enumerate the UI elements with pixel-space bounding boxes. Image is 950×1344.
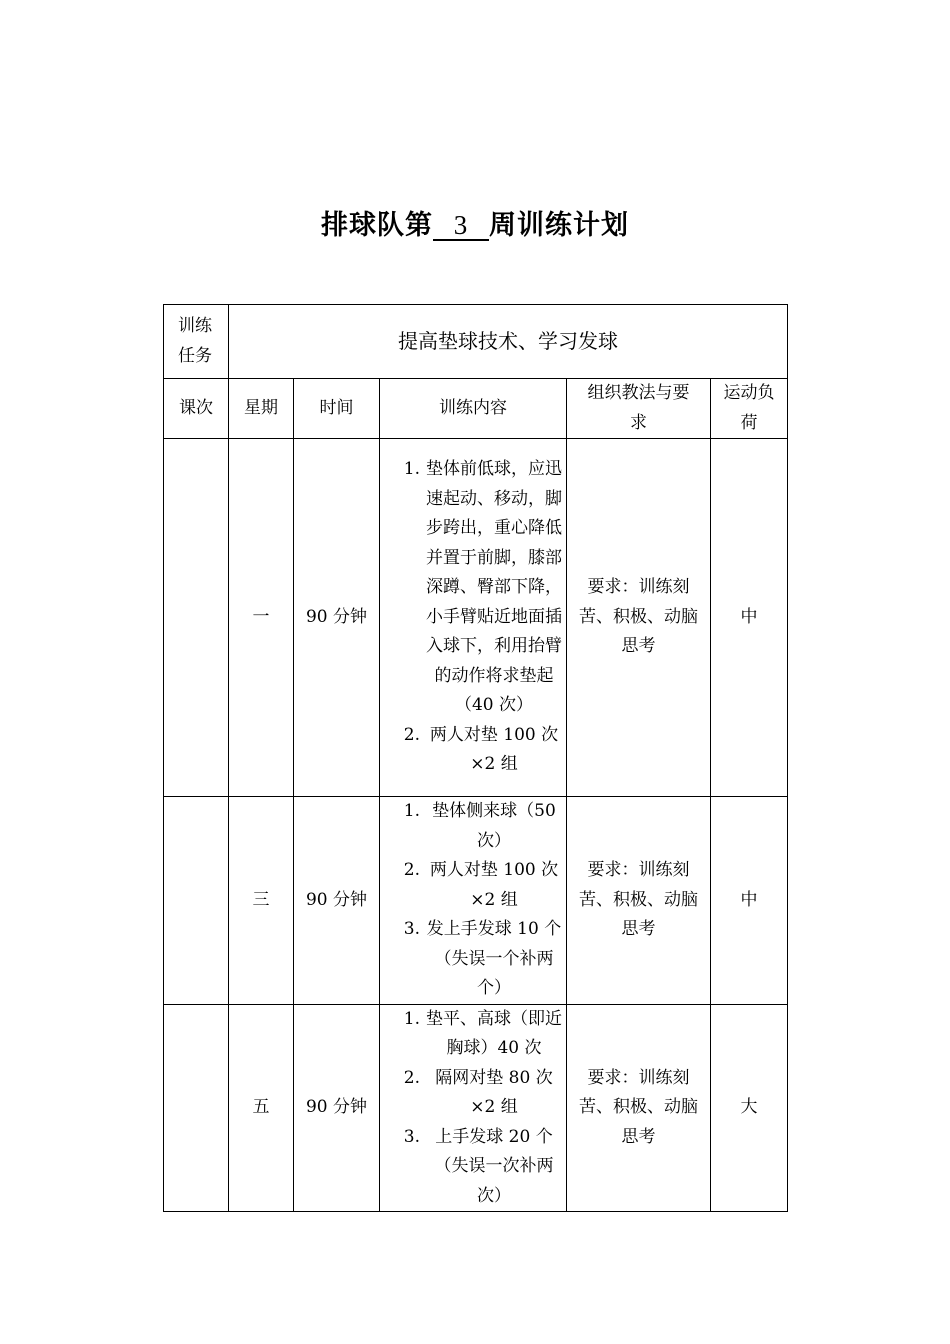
method-cell: 要求：训练刻苦、积极、动脑思考 — [567, 797, 711, 1005]
list-item: 1. 垫平、高球（即近胸球）40 次 — [403, 1008, 562, 1058]
page-title — [0, 203, 950, 242]
load-cell: 中 — [711, 439, 788, 797]
list-item: 3. 上手发球 20 个（失误一次补两次） — [403, 1126, 554, 1206]
header-content: 训练内容 — [380, 379, 567, 439]
list-item: 3. 发上手发球 10 个（失误一个补两个） — [403, 919, 562, 998]
list-item: 1. 垫体前低球，应迅速起动、移动，脚步跨出，重心降低并置于前脚，膝部深蹲、臀部下降，小手臂贴近地面插入球下，利用抬臂的动作将求垫起（40 次） — [403, 459, 562, 716]
header-row — [164, 379, 788, 439]
method-cell: 要求：训练刻苦、积极、动脑思考 — [567, 1004, 711, 1212]
list-item: 2. 隔网对垫 80 次×2 组 — [403, 1067, 553, 1117]
week-number: 3 — [433, 211, 489, 241]
weekday-cell: 三 — [229, 797, 294, 1005]
header-load: 运动负 荷 — [711, 379, 788, 439]
header-method: 组织教法与要 求 — [567, 379, 711, 439]
lesson-cell — [164, 439, 229, 797]
header-time: 时间 — [294, 379, 380, 439]
title-prefix: 排球队第 — [321, 210, 433, 241]
table-row — [164, 797, 788, 1005]
load-cell: 大 — [711, 1004, 788, 1212]
list-item: 1. 垫体侧来球（50 次） — [403, 801, 556, 851]
content-cell — [380, 797, 567, 1005]
table-row — [164, 439, 788, 797]
content-cell — [380, 1004, 567, 1212]
method-cell: 要求：训练刻苦、积极、动脑思考 — [567, 439, 711, 797]
lesson-cell — [164, 797, 229, 1005]
header-weekday: 星期 — [229, 379, 294, 439]
list-item: 2. 两人对垫 100 次×2 组 — [403, 860, 559, 910]
time-cell: 90 分钟 — [294, 797, 380, 1005]
time-cell: 90 分钟 — [294, 439, 380, 797]
training-plan-table — [163, 304, 788, 1212]
weekday-cell: 五 — [229, 1004, 294, 1212]
load-cell: 中 — [711, 797, 788, 1005]
title-suffix: 周训练计划 — [489, 210, 629, 241]
task-label: 训练 任务 — [164, 305, 229, 379]
task-value: 提高垫球技术、学习发球 — [229, 305, 788, 379]
table-row — [164, 1004, 788, 1212]
time-cell: 90 分钟 — [294, 1004, 380, 1212]
weekday-cell: 一 — [229, 439, 294, 797]
content-cell — [380, 439, 567, 797]
header-lesson: 课次 — [164, 379, 229, 439]
list-item: 2. 两人对垫 100 次×2 组 — [403, 724, 559, 775]
lesson-cell — [164, 1004, 229, 1212]
task-row — [164, 305, 788, 379]
